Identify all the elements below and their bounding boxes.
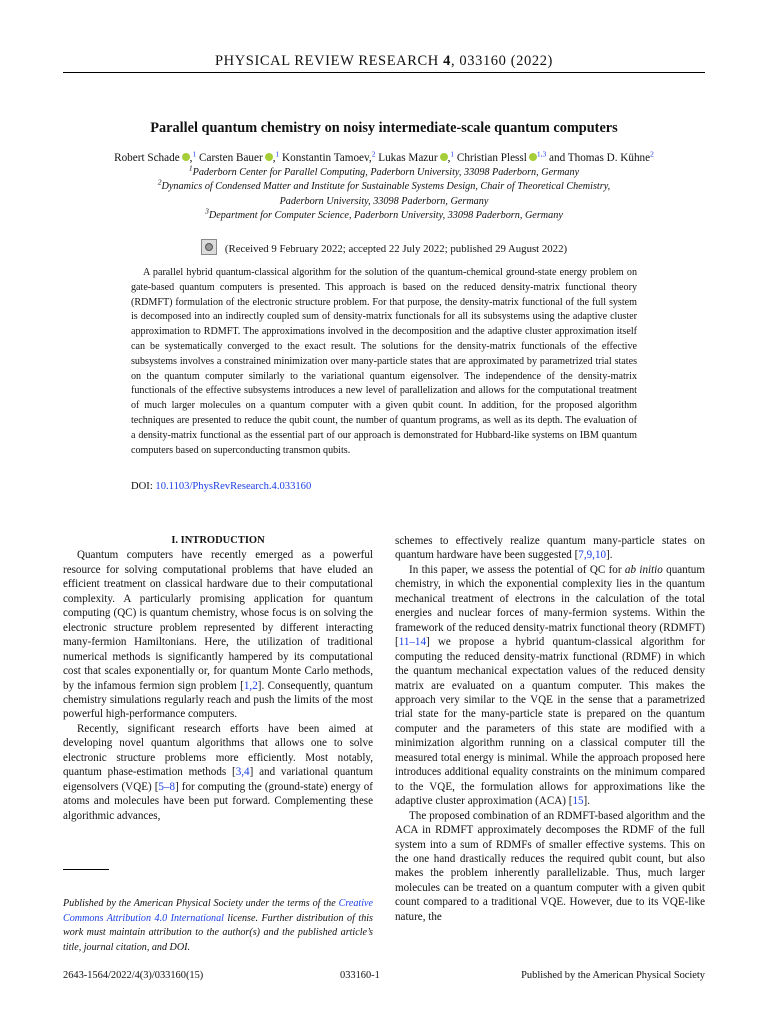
body-text: ] for computing the (ground-state) energy of atoms and molecules have been put forward. Complementing these algorithmic advances, bbox=[63, 780, 373, 822]
body-text: In this paper, we assess the potential of QC for bbox=[409, 563, 625, 576]
author-list: Robert Schade ,$^1$ Carsten Bauer ,$^1$ Konstantin Tamoev,$^2$ Lukas Mazur ,$^1$ Christian Plessl $^{1,3}$ and Thomas D. Kühne$^2$ bbox=[114, 149, 654, 164]
footer-publisher: Published by the American Physical Society bbox=[521, 970, 705, 981]
body-text: ]. bbox=[606, 549, 613, 562]
body-text: ]. bbox=[583, 795, 591, 808]
author-affiliation-mark[interactable]: 1 bbox=[192, 149, 197, 159]
body-text: license. Further distribution of this work must maintain attribution to the author(s) and the published article’s title, journal citation, and DOI. bbox=[63, 912, 373, 953]
paragraph bbox=[63, 548, 373, 721]
orcid-icon[interactable] bbox=[265, 153, 273, 161]
footer-issn: 2643-1564/2022/4(3)/033160(15) bbox=[63, 970, 204, 981]
affiliation-number: 1 bbox=[188, 163, 193, 173]
received-line bbox=[63, 239, 705, 255]
author-affiliation-mark[interactable]: 1,3 bbox=[536, 149, 547, 159]
author-name: Lukas Mazur bbox=[378, 152, 438, 164]
body-text: ] we propose a hybrid quantum-classical algorithm for computing the reduced density-matrix functional (RDMF) in which the quantum mechanical expectation values of the reduced density matrix are evaluated on a quantum computer. This makes the approach very similar to the VQE in the sense that a parametrized trial state for the many-particle state is prepared on the quantum computer and the parameters of this state are modified with a minimization algorithm running on a classical computer till the measured total energy is minimal. While the approach proposed here introduces additional equality constraints on the minimum compared to the VQE, the formulation allows for approximations like the adaptive cluster approximation (ACA) [ bbox=[395, 636, 705, 808]
paragraph bbox=[395, 534, 705, 563]
journal-article: , 033160 (2022) bbox=[450, 53, 553, 69]
doi-line bbox=[131, 481, 311, 492]
italic-text: ab initio bbox=[624, 563, 663, 576]
paragraph bbox=[395, 809, 705, 925]
citation-link[interactable]: 7,9,10 bbox=[578, 549, 607, 562]
affiliation bbox=[63, 195, 705, 209]
citation-link[interactable]: 15 bbox=[572, 795, 584, 808]
affiliation-list bbox=[63, 163, 705, 223]
orcid-icon[interactable] bbox=[529, 153, 537, 161]
left-column bbox=[63, 534, 373, 823]
paragraph bbox=[63, 722, 373, 823]
affiliation bbox=[63, 206, 705, 223]
affiliation-text: Paderborn Center for Parallel Computing, Paderborn University, 33098 Paderborn, Germany bbox=[192, 167, 580, 178]
paragraph bbox=[395, 563, 705, 809]
journal-name: PHYSICAL REVIEW RESEARCH bbox=[215, 53, 439, 69]
affiliation-text: Department for Computer Science, Paderborn University, 33098 Paderborn, Germany bbox=[208, 209, 563, 221]
journal-header bbox=[63, 53, 705, 70]
author-name: Thomas D. Kühne bbox=[567, 152, 651, 164]
orcid-icon[interactable] bbox=[440, 153, 448, 161]
doi-link[interactable]: 10.1103/PhysRevResearch.4.033160 bbox=[155, 481, 312, 492]
body-text: Recently, significant research efforts have been aimed at developing novel quantum algorithms that allows one to solve electronic structure problems more efficiently. Most notably, quantum phase-estimation methods [ bbox=[63, 722, 373, 779]
affiliation bbox=[63, 177, 705, 194]
right-column bbox=[395, 534, 705, 924]
section-heading: I. INTRODUCTION bbox=[171, 535, 265, 546]
author-affiliation-mark[interactable]: 1 bbox=[450, 149, 455, 159]
body-text: schemes to effectively realize quantum many-particle states on quantum hardware have been suggested [ bbox=[395, 535, 705, 562]
footer-page: 033160-1 bbox=[340, 970, 380, 981]
paper-title: Parallel quantum chemistry on noisy intermediate-scale quantum computers bbox=[150, 120, 618, 136]
affiliation-text: Dynamics of Condensed Matter and Institute for Sustainable Systems Design, Chair of Theoretical Chemistry, bbox=[161, 181, 611, 193]
journal-volume: 4 bbox=[443, 53, 451, 69]
citation-link[interactable]: 1,2 bbox=[243, 679, 258, 692]
received-dates: (Received 9 February 2022; accepted 22 July 2022; published 29 August 2022) bbox=[224, 243, 568, 255]
author-name: Robert Schade bbox=[114, 152, 180, 164]
affiliation-number: 2 bbox=[157, 177, 162, 187]
check-for-updates-icon[interactable] bbox=[201, 239, 217, 255]
author-affiliation-mark[interactable]: 1 bbox=[275, 149, 280, 159]
affiliation-number: 3 bbox=[205, 206, 209, 216]
body-text: ]. Consequently, quantum chemistry simulations regularly reach and push the limits of the most powerful high-performance computers. bbox=[63, 679, 373, 721]
affiliation-text: Paderborn University, 33098 Paderborn, Germany bbox=[279, 195, 489, 207]
header-rule bbox=[63, 72, 705, 73]
body-text: ] and variational quantum eigensolvers (VQE) [ bbox=[63, 766, 373, 793]
citation-link[interactable]: 5–8 bbox=[158, 780, 176, 793]
author-affiliation-mark[interactable]: 2 bbox=[650, 149, 654, 159]
citation-link[interactable]: Creative Commons Attribution 4.0 International bbox=[63, 898, 373, 924]
license-footnote bbox=[63, 897, 373, 955]
body-text: The proposed combination of an RDMFT-based algorithm and the ACA in RDMFT approximately decomposes the RDMF of the full system into a sum of RDMFs of smaller effective systems. This on the one hand drastically reduces the required qubit count, but also makes the problem inherently parallelizable. Thus, much larger molecules can be treated on a quantum computer with a given qubit count compared to a traditional VQE. However, due to its VQE-like nature, the bbox=[395, 809, 705, 923]
author-name: Carsten Bauer bbox=[199, 152, 263, 164]
abstract: A parallel hybrid quantum-classical algorithm for the solution of the quantum-chemical ground-state energy problem on gate-based quantum computers is presented. This approach is based on the reduced density-matrix functional theory (RDMFT) formulation of the electronic structure problem. For that purpose, the density-matrix functional of the full system is decomposed into an indirectly coupled sum of density-matrix functionals for all its subsystems using the adaptive cluster approximation to RDMFT. The approximations involved in the decomposition and the adaptive cluster approximation itself can be systematically converged to the exact result. The solutions for the density-matrix functionals of the effective subsystems involves a constrained minimization over many-particle states that are approximated by parametrized trial states on the quantum computer similarly to the variational quantum eigensolver. The independence of the density-matrix functionals of the effective subsystems introduces a new level of parallelization and allows for the computational treatment of much larger molecules on a quantum computer with a given qubit count. In addition, for the proposed algorithm techniques are presented to reduce the qubit count, the number of quantum programs, as well as its depth. The evaluation of a density-matrix functional as the essential part of our approach is demonstrated for Hubbard-like systems on IBM quantum computers based on superconducting transmon qubits. bbox=[131, 267, 637, 456]
author-name: Konstantin Tamoev bbox=[282, 152, 369, 164]
orcid-icon[interactable] bbox=[182, 153, 190, 161]
author-affiliation-mark[interactable]: 2 bbox=[371, 149, 376, 159]
doi-label: DOI: bbox=[131, 481, 156, 492]
footnote-rule bbox=[63, 869, 109, 870]
body-text: Published by the American Physical Society under the terms of the bbox=[63, 898, 339, 909]
author-name: Christian Plessl bbox=[456, 152, 527, 164]
citation-link[interactable]: 11–14 bbox=[398, 636, 427, 649]
body-text: quantum chemistry, in which the exponential complexity lies in the quantum mechanical treatment of electrons in the calculation of the total energies and nuclear forces of many-fermion systems. Within the framework of the reduced density-matrix functional theory (RDMFT) [ bbox=[395, 563, 705, 649]
body-text: Quantum computers have recently emerged as a powerful resource for solving computational problems that have eluded an efficient treatment on classical hardware due to their computational complexity. A particularly promising application for quantum computing (QC) is quantum chemistry, whose focus is on solving the electronic structure problem represented by different interacting many-fermion Hamiltonians. Here, the utilization of traditional numerical methods is significantly hampered by its computational cost that scales exponentially or, for quantum Monte Carlo methods, by the infamous fermion sign problem [ bbox=[63, 549, 373, 692]
citation-link[interactable]: 3,4 bbox=[235, 766, 250, 779]
